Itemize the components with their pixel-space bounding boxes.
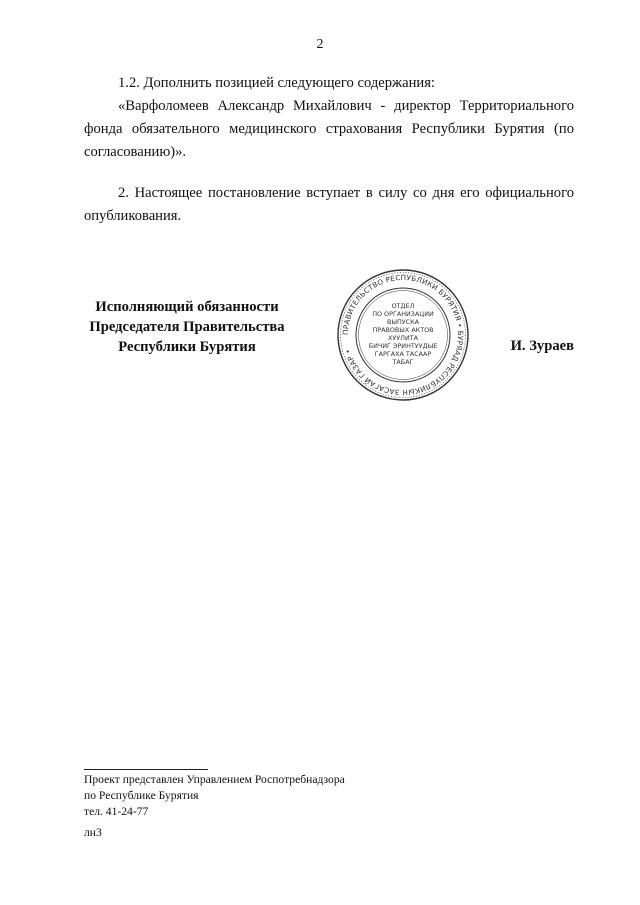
signatory-name: И. Зураев [510, 338, 574, 354]
seal-line-5: ХУУЛИТА [387, 334, 419, 342]
official-seal-icon [336, 268, 470, 402]
section-item-1-2 [84, 72, 574, 164]
paragraph-item-2: 2. Настоящее постановление вступает в силу со дня его официального опубликования. [84, 185, 574, 224]
signatory-title [84, 297, 290, 357]
seal-line-1: ОТДЕЛ [391, 302, 415, 310]
document-code: лн3 [84, 826, 102, 839]
seal-line-2: ПО ОРГАНИЗАЦИИ [372, 310, 434, 318]
footnote [84, 772, 345, 820]
paragraph-quote: «Варфоломеев Александр Михайлович - директор Территориального фонда обязательного медицинского страхования Республики Бурятия (по согласованию)». [84, 98, 574, 160]
footnote-line-3: тел. 41-24-77 [84, 805, 149, 818]
signatory-title-line-1: Исполняющий обязанности [95, 299, 279, 315]
paragraph-item-1-2: 1.2. Дополнить позицией следующего содержания: [118, 75, 435, 91]
seal-line-7: ГАРГАХА ТАСААР [374, 350, 432, 358]
svg-text:ПРАВИТЕЛЬСТВО РЕСПУБЛИКИ БУРЯТ: ПРАВИТЕЛЬСТВО РЕСПУБЛИКИ БУРЯТИЯ • БУРЯАД РЕСПУБЛИКЫН ЗАСАГАЙ ГАЗАР • [340, 272, 466, 398]
seal-line-3: ВЫПУСКА [386, 318, 420, 326]
seal-line-6: БИЧИГ ЭРИНТУУДЫЕ [368, 342, 438, 350]
section-item-2 [84, 182, 574, 228]
footnote-line-1: Проект представлен Управлением Роспотребнадзора [84, 773, 345, 786]
footnote-line-2: по Республике Бурятия [84, 789, 199, 802]
seal-line-8: ТАБАГ [392, 358, 414, 366]
page-number: 2 [316, 37, 324, 52]
seal-line-4: ПРАВОВЫХ АКТОВ [372, 326, 434, 334]
signatory-title-line-2: Председателя Правительства [89, 319, 285, 335]
footnote-divider [84, 769, 208, 770]
signatory-title-line-3: Республики Бурятия [118, 339, 256, 355]
